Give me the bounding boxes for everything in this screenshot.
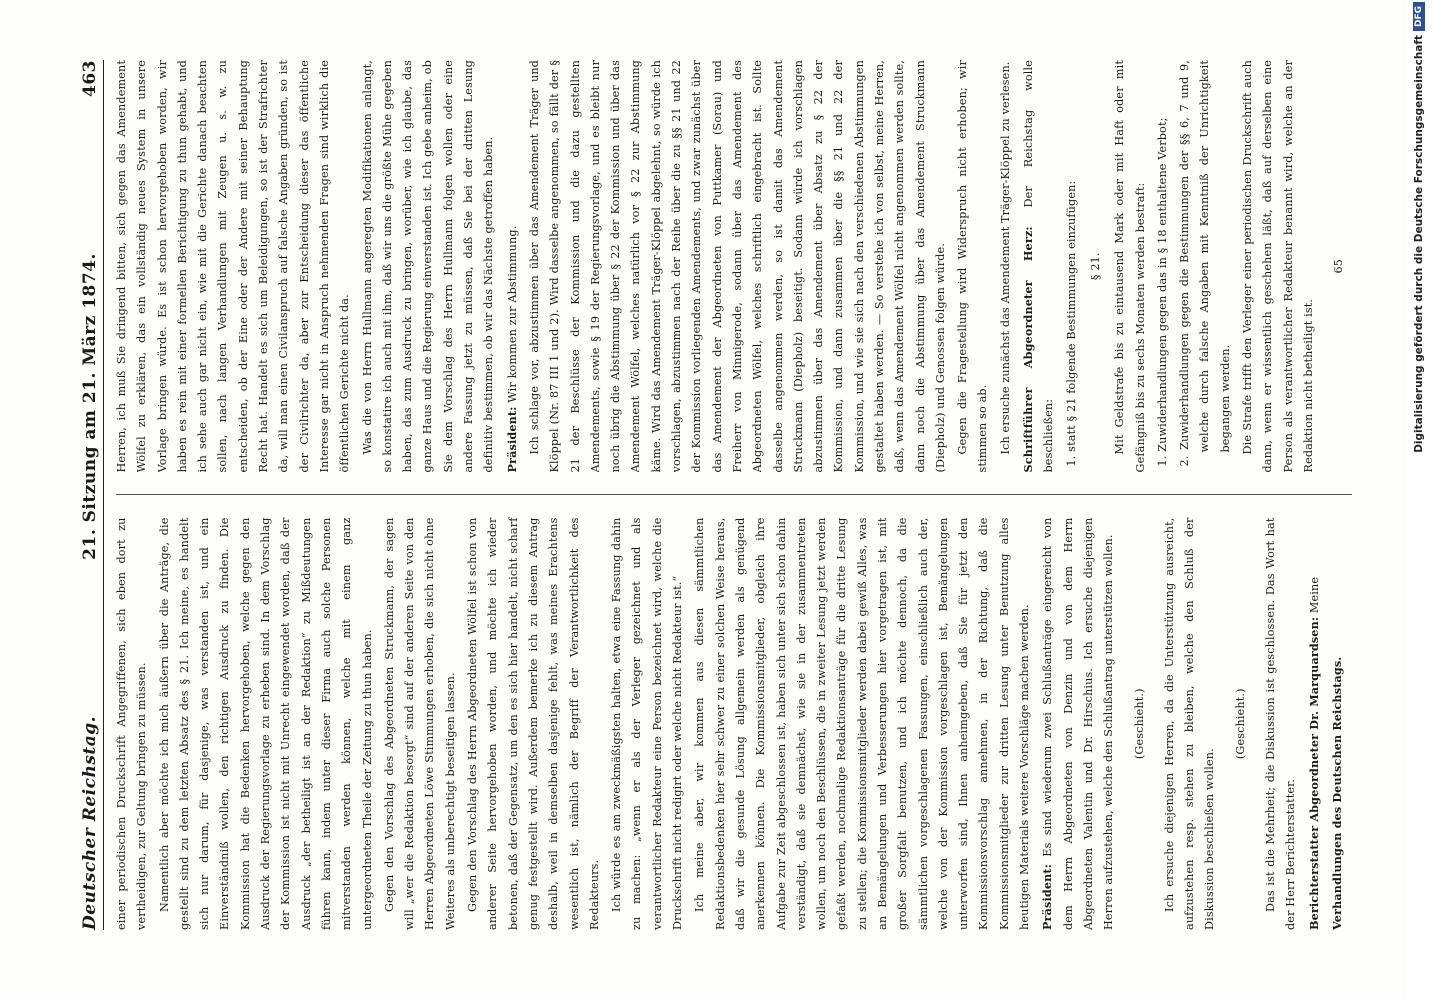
amendment-final: Die Strafe trifft den Verleger einer periodischen Druckschrift auch dann, wenn er wissentlich geschehen läßt, daß auf derselben eine Person als verantwortlicher Redakteur benannt wird, welche an der Redaktion nicht betheiligt ist.	[1241, 60, 1315, 473]
right-column	[112, 60, 1352, 473]
speaker-secretary: Schriftführer Abgeordneter Herz:	[1021, 226, 1036, 473]
dfg-logo: DFG	[1413, 2, 1425, 31]
header-title: Deutscher Reichstag.	[80, 715, 100, 930]
vote-paragraph-1: Ich schlage vor, abzustimmen über das Amendement Träger und Klöppel (Nr. 87 III 1 und 2). Wird dasselbe angenommen, so fällt der § 21 der Beschlüsse der Kommission und die dazu gestellten Amendements, sowie § 19 der Regierungsvorlage, und es bleibt nur noch übrig die Abstimmung über § 22 der Kommission und über das Amendement Wölfel, welches natürlich vor § 22 zur Abstimmung käme. Wird das Amendement Träger-Klöppel abgelehnt, so würde ich vorschlagen, abzustimmen nach der Reihe über die zu §§ 21 und 22 der Kommission vorliegenden Amendements, und zwar zunächst über das Amendement der Abgeordneten von Puttkamer (Sorau) und Freiherr von Minnigerode, sodann über das Amendement des Abgeordneten Wölfel, welches schriftlich eingebracht ist. Sollte dasselbe angenommen werden, so ist damit das Amendement Struckmann (Diepholz) beseitigt. Sodann würde ich vorschlagen abzustimmen über das Amendement über Absatz zu § 22 der Kommission, und dann zusammen über die §§ 21 und 22 der Kommission, und wie sie sich nach den verschiedenen Abstimmungen gestaltet haben werden. — So verstehe ich von selbst, meine Herren, daß, wenn das Amendement Wölfel nicht angenommen werden sollte, dann noch die Abstimmung über das Amendement Struckmann (Diepholz) und Genossen folgen würde.	[527, 60, 947, 473]
left-column	[112, 518, 1352, 931]
column-divider	[116, 495, 1352, 496]
left-paragraph-3: Gegen den Vorschlag des Abgeordneten Struckmann, der sagen will „wer die Redaktion besorgt“ sind auf der anderen Seite von den Herren Abgeordneten Löwe Stimmungen erhoben, die sich nicht ohne Weiteres als unberechtigt beseitigen lassen.	[382, 517, 457, 930]
secretary-statement	[1018, 60, 1060, 473]
amendment-sub-2: 2. Zuwiderhandlungen gegen die Bestimmungen der §§ 6, 7 und 9, welche durch falsche Angaben mit Kenntniß der Unrichtigkeit begangen werden.	[1178, 60, 1232, 467]
amendment-sub-1: 1. Zuwiderhandlungen gegen das in § 18 enthaltene Verbot;	[1155, 117, 1169, 467]
left-paragraph-4: Gegen den Vorschlag des Herrn Abgeordneten Wölfel ist schon von anderer Seite hervorgehoben worden, und möchte ich wieder betonen, daß der Gegensatz, um den es sich hier handelt, nicht scharf genug festgestellt wird. Außerdem bemerke ich zu diesem Antrag deshalb, weil in demselben dasjenige fehlt, was meines Erachtens wesentlich ist, nämlich der Begriff der Verantwortlichkeit des Redakteurs.	[466, 517, 601, 930]
president-vote-statement	[502, 60, 523, 473]
proceedings-footer-label: Verhandlungen des Deutschen Reichstags.	[1329, 656, 1344, 930]
speaker-president: Präsident:	[1040, 864, 1055, 930]
amendment-item-1: 1. statt § 21 folgende Bestimmungen einzufügen:	[1064, 180, 1078, 467]
left-paragraph-6: Ich meine aber, wir kommen aus diesen sämmtlichen Redaktionsbedenken hier sehr schwer zu einer solchen Weise heraus, daß wir die gesunde Lösung allgemein werden als genügend anerkennen können. Die Kommissionsmitglieder, obgleich ihre Aufgabe zur Zeit abgeschlossen ist, haben sich unter sich schon dahin verständigt, daß sie demnächst, wie sie in der zusammentreten wollen, um noch den Beschlüssen, die in zweiter Lesung jetzt werden gefaßt werden, nochmalige Redaktionsanträge für die dritte Lesung zu stellen; die Kommissionsmitglieder werden dabei gewiß Alles, was an Bemängelungen und Verbesserungen hier vorgetragen ist, mit großer Sorgfalt benutzen, und ich möchte dennoch, da die sämmtlichen vorgeschlagenen Fassungen, einschließlich auch der, welche von der Kommission vorgeschlagen ist, Bemängelungen unterworfen sind, Ihnen anheimgeben, daß Sie für jetzt den Kommissionsvorschlag annehmen, in der Richtung, daß die Kommissionsmitglieder zur dritten Lesung unter Benutzung alles heutigen Materials weitere Vorschläge machen werden.	[693, 517, 1032, 930]
stage-direction-2: (Geschieht.)	[1233, 688, 1247, 760]
amendment-item-1-text: Mit Geldstrafe bis zu eintausend Mark oder mit Haft oder mit Gefängniß bis zu sechs Monaten werden bestraft:	[1113, 60, 1147, 473]
president-vote-text: Wir kommen zur Abstimmung.	[505, 225, 519, 403]
president-text-3: Das ist die Mehrheit; die Diskussion ist geschlossen. Das Wort hat der Herr Berichterstatter.	[1264, 517, 1298, 930]
paragraph-heading: § 21.	[1088, 252, 1102, 281]
vote-paragraph-2: Gegen die Fragestellung wird Widerspruch nicht erhoben; wir stimmen so ab.	[956, 60, 990, 473]
left-paragraph-5: Ich würde es am zweckmäßigsten halten, etwa eine Fassung dahin zu machen: „wenn er als der Verleger gezeichnet und als verantwortlicher Redakteur eine Person bezeichnet wird, welche die Druckschrift nicht redigirt oder welche nicht Redakteur ist.“	[610, 517, 685, 930]
secretary-text: Der Reichstag wolle beschließen:	[1022, 60, 1056, 473]
signature-mark: 65	[1332, 258, 1346, 274]
speaker-reporter: Berichterstatter Abgeordneter Dr. Marquardsen:	[1306, 616, 1321, 930]
digitization-credit	[1408, 0, 1430, 1000]
reporter-statement	[1304, 518, 1325, 931]
president-text-1: Es sind wiederum zwei Schlußanträge eingereicht von dem Herrn Abgeordneten von Denzin und von dem Herrn Abgeordneten Valentin und Dr. Hirschius. Ich ersuche diejenigen Herren aufzustehen, welche den Schlußantrag unterstützen wollen.	[1041, 517, 1116, 930]
text-columns	[112, 60, 1352, 930]
page-header	[60, 60, 104, 930]
speaker-president-right: Präsident:	[504, 406, 519, 473]
president-statement-1	[1037, 518, 1119, 931]
right-paragraph-1: Herren, ich muß Sie dringend bitten, sich gegen das Amendement Wölfel zu erklären, das ein vollständig neues System in unsere Vorlage bringen würde. Es ist schon hervorgehoben worden, wir haben es rein mit einer formellen Berichtigung zu thun gehabt, und ich sehe auch gar nicht ein, wie mit die Gerichte danach beachten sollen, nach langen Verhandlungen mit Zeugen u. s. w. zu entscheiden, ob der Eine oder der Andere mit seiner Behauptung Recht hat. Handelt es sich um Beleidigungen, so ist der Strafrichter da, will man einen Civilanspruch auf falsche Angaben gründen, so ist der Civilrichter da, aber zur Entscheidung dieser das öffentliche Interesse gar nicht in Anspruch nehmenden Fragen sind wirklich die öffentlichen Gerichte nicht da.	[115, 60, 352, 473]
president-text-2: Ich ersuche diejenigen Herren, da die Unterstützung ausreicht, aufzustehen resp. stehen zu bleiben, welche den Schluß der Diskussion beschließen wollen.	[1162, 517, 1217, 930]
header-page-number: 463	[80, 60, 100, 98]
left-paragraph-1: einer periodischen Druckschrift Angegriffenen, sich eben dort zu vertheidigen, zur Geltung bringen zu müssen.	[115, 517, 149, 930]
vote-paragraph-3: Ich ersuche zunächst das Amendement Träger-Klöppel zu verlesen.	[998, 61, 1012, 455]
right-paragraph-2: Was die von Herrn Hullmann angeregten Modifikationen anlangt, so konstatire ich auch mit ihm, daß wir uns die größte Mühe gegeben haben, das zum Ausdruck zu bringen, worüber, wie ich glaube, das ganze Haus und die Regierung einverstanden ist. Ich gebe anheim, ob Sie dem Vorschlag des Herrn Hullmann folgen wollen oder eine andere Fassung jetzt zu müssen, daß Sie bei der dritten Lesung definitiv bestimmen, ob wir das Nächste getroffen haben.	[360, 60, 496, 473]
header-session: 21. Sitzung am 21. März 1874.	[80, 253, 100, 560]
left-paragraph-2: Namentlich aber möchte ich mich äußern über die Anträge, die gestellt sind zu dem letzten Absatz des § 21. Ich meine, es handelt sich nur darum, für dasjenige, was verstanden ist, und ein Einverständniß wollen, den richtigen Ausdruck zu finden. Die Kommission hat die Bedenken hervorgehoben, welche gegen den Ausdruck der Regierungsvorlage zu erheben sind. In dem Vorschlag der Kommission ist nicht mit Unrecht eingewendet worden, daß der Ausdruck „der betheiligt ist an der Redaktion“ zu Mißdeutungen führen kann, indem unter dieser Firma auch solche Personen mitverstanden werden können, welche mit einem ganz untergeordneten Theile der Zeitung zu thun haben.	[157, 517, 374, 930]
reporter-text: Meine	[1307, 576, 1321, 614]
credit-text: Digitalisierung gefördert durch die Deutsche Forschungsgemeinschaft	[1413, 35, 1425, 453]
stage-direction-1: (Geschieht.)	[1132, 688, 1146, 760]
